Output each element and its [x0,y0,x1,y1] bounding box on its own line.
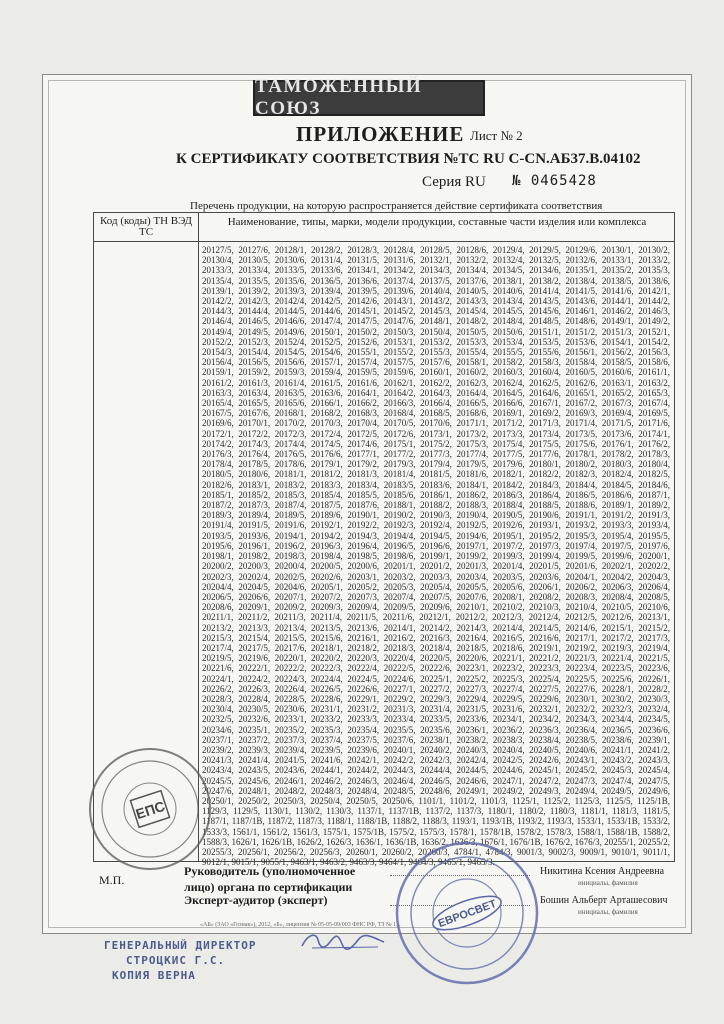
copy-stamp-line3: КОПИЯ ВЕРНА [112,969,196,982]
head-label-line2: лицо) органа по сертификации [184,880,353,894]
handwritten-signature [298,928,388,954]
copy-certified-stamp [104,938,256,983]
expert-name-caption: инициалы, фамилия [578,908,638,916]
product-models-list: 20127/5, 20127/6, 20128/1, 20128/2, 20128/3, 20128/4, 20128/5, 20128/6, 20129/4, 20129/5, 20129/6, 20130/1, 20130/2, 20130/4, 20130/5, 20130/6, 20131/4, 20131/5, 20131/6, 20132/1, 20132/2, 20132/4, 20132/5, 20132/6, 20133/1, 20133/2, 20133/3, 20133/4, 20133/5, 20133/6, 20134/1, 20134/2, 20134/3, 20134/4, 20134/5, 20134/6, 20135/1, 20135/2, 20135/3, 20135/4, 20135/5, 20135/6, 20136/5, 20136/6, 20137/4, 20137/5, 20137/6, 20138/1, 20138/2, 20138/4, 20138/5, 20138/6, 20139/1, 20139/2, 20139/3, 20139/4, 20139/5, 20139/6, 20140/4, 20140/5, 20140/6, 20141/4, 20141/5, 20141/6, 20142/1, 20142/2, 20142/3, 20142/4, 20142/5, 20142/6, 20143/1, 20143/2, 20143/3, 20143/4, 20143/5, 20143/6, 20144/1, 20144/2, 20144/3, 20144/4, 20144/5, 20144/6, 20145/1, 20145/2, 20145/3, 20145/4, 20145/5, 20145/6, 20146/1, 20146/2, 20146/3, 20146/4, 20146/5, 20146/6, 20147/4, 20147/5, 20147/6, 20148/1, 20148/2, 20148/4, 20148/5, 20148/6, 20149/1, 20149/2, 20149/4, 20149/5, 20149/6, 20150/1, 20150/2, 20150/3, 20150/4, 20150/5, 20150/6, 20151/1, 20151/2, 20151/3, 20152/1, 20152/2, 20152/3, 20152/4, 20152/5, 20152/6, 20153/1, 20153/2, 20153/3, 20153/4, 20153/5, 20153/6, 20154/1, 20154/2, 20154/3, 20154/4, 20154/5, 20154/6, 20155/1, 20155/2, 20155/3, 20155/4, 20155/5, 20155/6, 20156/1, 20156/2, 20156/3, 20156/4, 20156/5, 20156/6, 20157/1, 20157/4, 20157/5, 20157/6, 20158/1, 20158/2, 20158/3, 20158/4, 20158/5, 20158/6, 20159/1, 20159/2, 20159/3, 20159/4, 20159/5, 20159/6, 20160/1, 20160/2, 20160/3, 20160/4, 20160/5, 20160/6, 20161/1, 20161/2, 20161/3, 20161/4, 20161/5, 20161/6, 20162/1, 20162/2, 20162/3, 20162/4, 20162/5, 20162/6, 20163/1, 20163/2, 20163/3, 20163/4, 20163/5, 20163/6, 20164/1, 20164/2, 20164/3, 20164/4, 20164/5, 20164/6, 20165/1, 20165/2, 20165/3, 20165/4, 20165/5, 20165/6, 20166/1, 20166/2, 20166/3, 20166/4, 20166/5, 20166/6, 20167/1, 20167/2, 20167/3, 20167/4, 20167/5, 20167/6, 20168/1, 20168/2, 20168/3, 20168/4, 20168/5, 20168/6, 20169/1, 20169/2, 20169/3, 20169/4, 20169/5, 20169/6, 20170/1, 20170/2, 20170/3, 20170/4, 20170/5, 20170/6, 20171/1, 20171/2, 20171/3, 20171/4, 20171/5, 20171/6, 20172/1, 20172/2, 20172/3, 20172/4, 20172/5, 20172/6, 20173/1, 20173/2, 20173/3, 20173/4, 20173/5, 20173/6, 20174/1, 20174/2, 20174/3, 20174/4, 20174/5, 20174/6, 20175/1, 20175/2, 20175/3, 20175/4, 20175/5, 20175/6, 20176/1, 20176/2, 20176/3, 20176/4, 20176/5, 20176/6, 20177/1, 20177/2, 20177/3, 20177/4, 20177/5, 20177/6, 20178/1, 20178/2, 20178/3, 20178/4, 20178/5, 20178/6, 20179/1, 20179/2, 20179/3, 20179/4, 20179/5, 20179/6, 20180/1, 20180/2, 20180/3, 20180/4, 20180/5, 20180/6, 20181/1, 20181/2, 20181/3, 20181/4, 20181/5, 20181/6, 20182/1, 20182/2, 20182/3, 20182/4, 20182/5, 20182/6, 20183/1, 20183/2, 20183/3, 20183/4, 20183/5, 20183/6, 20184/1, 20184/2, 20184/3, 20184/4, 20184/5, 20184/6, 20185/1, 20185/2, 20185/3, 20185/4, 20185/5, 20185/6, 20186/1, 20186/2, 20186/3, 20186/4, 20186/5, 20186/6, 20187/1, 20187/2, 20187/3, 20187/4, 20187/5, 20187/6, 20188/1, 20188/2, 20188/3, 20188/4, 20188/5, 20188/6, 20189/1, 20189/2, 20189/3, 20189/4, 20189/5, 20189/6, 20190/1, 20190/2, 20190/3, 20190/4, 20190/5, 20190/6, 20191/1, 20191/2, 20191/3, 20191/4, 20191/5, 20191/6, 20192/1, 20192/2, 20192/3, 20192/4, 20192/5, 20192/6, 20193/1, 20193/2, 20193/3, 20193/4, 20193/5, 20193/6, 20194/1, 20194/2, 20194/3, 20194/4, 20194/5, 20194/6, 20195/1, 20195/2, 20195/3, 20195/4, 20195/5, 20195/6, 20196/1, 20196/2, 20196/3, 20196/4, 20196/5, 20196/6, 20197/1, 20197/2, 20197/3, 20197/4, 20197/5, 20197/6, 20198/1, 20198/2, 20198/3, 20198/4, 20198/5, 20198/6, 20199/1, 20199/2, 20199/3, 20199/4, 20199/5, 20199/6, 20200/1, 20200/2, 20200/3, 20200/4, 20200/5, 20200/6, 20201/1, 20201/2, 20201/3, 20201/4, 20201/5, 20201/6, 20202/1, 20202/2, 20202/3, 20202/4, 20202/5, 20202/6, 20203/1, 20203/2, 20203/3, 20203/4, 20203/5, 20203/6, 20204/1, 20204/2, 20204/3, 20204/4, 20204/5, 20204/6, 20205/1, 20205/2, 20205/3, 20205/4, 20205/5, 20205/6, 20206/1, 20206/2, 20206/3, 20206/4, 20206/5, 20206/6, 20207/1, 20207/2, 20207/3, 20207/4, 20207/5, 20207/6, 20208/1, 20208/2, 20208/3, 20208/4, 20208/5, 20208/6, 20209/1, 20209/2, 20209/3, 20209/4, 20209/5, 20209/6, 20210/1, 20210/2, 20210/3, 20210/4, 20210/5, 20210/6, 20211/1, 20211/2, 20211/3, 20211/4, 20211/5, 20211/6, 20212/1, 20212/2, 20212/3, 20212/4, 20212/5, 20212/6, 20213/1, 20213/2, 20213/3, 20213/4, 20213/5, 20213/6, 20214/1, 20214/2, 20214/3, 20214/4, 20214/5, 20214/6, 20215/1, 20215/2, 20215/3, 20215/4, 20215/5, 20215/6, 20216/1, 20216/2, 20216/3, 20216/4, 20216/5, 20216/6, 20217/1, 20217/2, 20217/3, 20217/4, 20217/5, 20217/6, 20218/1, 20218/2, 20218/3, 20218/4, 20218/5, 20218/6, 20219/1, 20219/2, 20219/3, 20219/4, 20219/5, 20219/6, 20220/1, 20220/2, 20220/3, 20220/4, 20220/5, 20220/6, 20221/1, 20221/2, 20221/3, 20221/4, 20221/5, 20221/6, 20222/1, 20222/2, 20222/3, 20222/4, 20222/5, 20222/6, 20223/1, 20223/2, 20223/3, 20223/4, 20223/5, 20223/6, 20224/1, 20224/2, 20224/3, 20224/4, 20224/5, 20224/6, 20225/1, 20225/2, 20225/3, 20225/4, 20225/5, 20225/6, 20226/1, 20226/2, 20226/3, 20226/4, 20226/5, 20226/6, 20227/1, 20227/2, 20227/3, 20227/4, 20227/5, 20227/6, 20228/1, 20228/2, 20228/3, 20228/4, 20228/5, 20228/6, 20229/1, 20229/2, 20229/3, 20229/4, 20229/5, 20229/6, 20230/1, 20230/2, 20230/3, 20230/4, 20230/5, 20230/6, 20231/1, 20231/2, 20231/3, 20231/4, 20231/5, 20231/6, 20232/1, 20232/2, 20232/3, 20232/4, 20232/5, 20232/6, 20233/1, 20233/2, 20233/3, 20233/4, 20233/5, 20233/6, 20234/1, 20234/2, 20234/3, 20234/4, 20234/5, 20234/6, 20235/1, 20235/2, 20235/3, 20235/4, 20235/5, 20235/6, 20236/1, 20236/2, 20236/3, 20236/4, 20236/5, 20236/6, 20237/1, 20237/2, 20237/3, 20237/4, 20237/5, 20237/6, 20238/1, 20238/2, 20238/3, 20238/4, 20238/5, 20238/6, 20239/1, 20239/2, 20239/3, 20239/4, 20239/5, 20239/6, 20240/1, 20240/2, 20240/3, 20240/4, 20240/5, 20240/6, 20241/1, 20241/2, 20241/3, 20241/4, 20241/5, 20241/6, 20242/1, 20242/2, 20242/3, 20242/4, 20242/5, 20242/6, 20243/1, 20243/2, 20243/3, 20243/4, 20243/5, 20243/6, 20244/1, 20244/2, 20244/3, 20244/4, 20244/5, 20244/6, 20245/1, 20245/2, 20245/3, 20245/4, 20245/5, 20245/6, 20246/1, 20246/2, 20246/3, 20246/4, 20246/5, 20246/6, 20247/1, 20247/2, 20247/3, 20247/4, 20247/5, 20247/6, 20248/1, 20248/2, 20248/3, 20248/4, 20248/5, 20248/6, 20249/1, 20249/2, 20249/3, 20249/4, 20249/5, 20249/6, 20250/1, 20250/2, 20250/3, 20250/4, 20250/5, 20250/6, 1101/1, 1101/2, 1101/3, 1125/1, 1125/2, 1125/3, 1125/5, 1125/1B, 1129/3, 1129/5, 1130/1, 1130/2, 1130/3, 1137/1, 1137/1B, 1137/2, 1137/3, 1180/1, 1180/2, 1180/3, 1181/1, 1181/3, 1181/5, 1187/1, 1187/1B, 1187/2, 1187/3, 1188/1, 1188/1B, 1188/2, 1188/3, 1193/1, 1193/1B, 1193/2, 1193/3, 1533/1, 1533/1B, 1533/2, 1533/3, 1561/1, 1561/2, 1561/3, 1575/1, 1575/1B, 1575/2, 1575/3, 1578/1, 1578/1B, 1578/2, 1578/3, 1588/1, 1588/1B, 1588/2, 1588/3, 1626/1, 1626/1B, 1626/2, 1626/3, 1636/1, 1636/1B, 1636/2, 1636/3, 1676/1, 1676/1B, 1676/2, 1676/3, 20255/1, 20255/2, 20255/3, 20256/1, 20256/2, 20256/3, 20260/1, 20260/2, 20260/3, 4784/1, 4784/3, 9001/3, 9002/3, 9009/1, 9010/1, 9011/1, 9012/1, 9015/1, 9055/1, 9463/1, 9463/2, 9463/3, 9464/1, 9464/3, 9465/1, 9465/3. [202,245,670,868]
series-number: № 0465428 [512,173,597,189]
seal-place-label: М.П. [99,873,125,887]
stamp-center-text: ЕПС [133,797,167,823]
series-label: Серия RU [422,174,486,190]
banner-text: ТАМОЖЕННЫЙ СОЮЗ [255,76,423,119]
expert-auditor-label: Эксперт-аудитор (эксперт) [184,893,328,907]
tn-ved-column-header: Код (коды) ТН ВЭД ТС [100,215,192,238]
certification-body-stamp [86,745,214,873]
head-label-line1: Руководитель (уполномоченное [184,864,356,878]
page-title: ПРИЛОЖЕНИЕ [296,122,465,146]
expert-name: Бошин Альберт Арташесович [540,895,668,906]
copy-stamp-line1: ГЕНЕРАЛЬНЫЙ ДИРЕКТОР [104,939,257,952]
sheet-number: Лист № 2 [470,128,523,143]
certificate-subtitle: К СЕРТИФИКАТУ СООТВЕТСТВИЯ [176,151,440,167]
product-name-column-header: Наименование, типы, марки, модели продукции, составные части изделия или комплекса [227,216,647,228]
blue-stamp-center-text: ЕВРОСВЕТ [436,897,499,931]
copy-stamp-line2: СТРОЦКИС Г.С. [126,954,226,967]
head-name-caption: инициалы, фамилия [578,879,638,887]
products-list-caption: Перечень продукции, на которую распространяется действие сертификата соответствия [190,200,603,212]
certificate-number: №ТС RU C-CN.AБ37.B.04102 [443,151,641,167]
printing-footnote: «АБ» (ЗАО «Гознак»), 2012, «Б», лицензия № 05-05-09/003 ФНС РФ, ТЗ № 1... [200,922,401,928]
head-name: Никитина Ксения Андреевна [540,866,665,877]
customs-union-banner [253,76,485,119]
table-header-divider [94,241,674,242]
company-blue-stamp [392,838,542,988]
certificate-heading [176,151,641,168]
